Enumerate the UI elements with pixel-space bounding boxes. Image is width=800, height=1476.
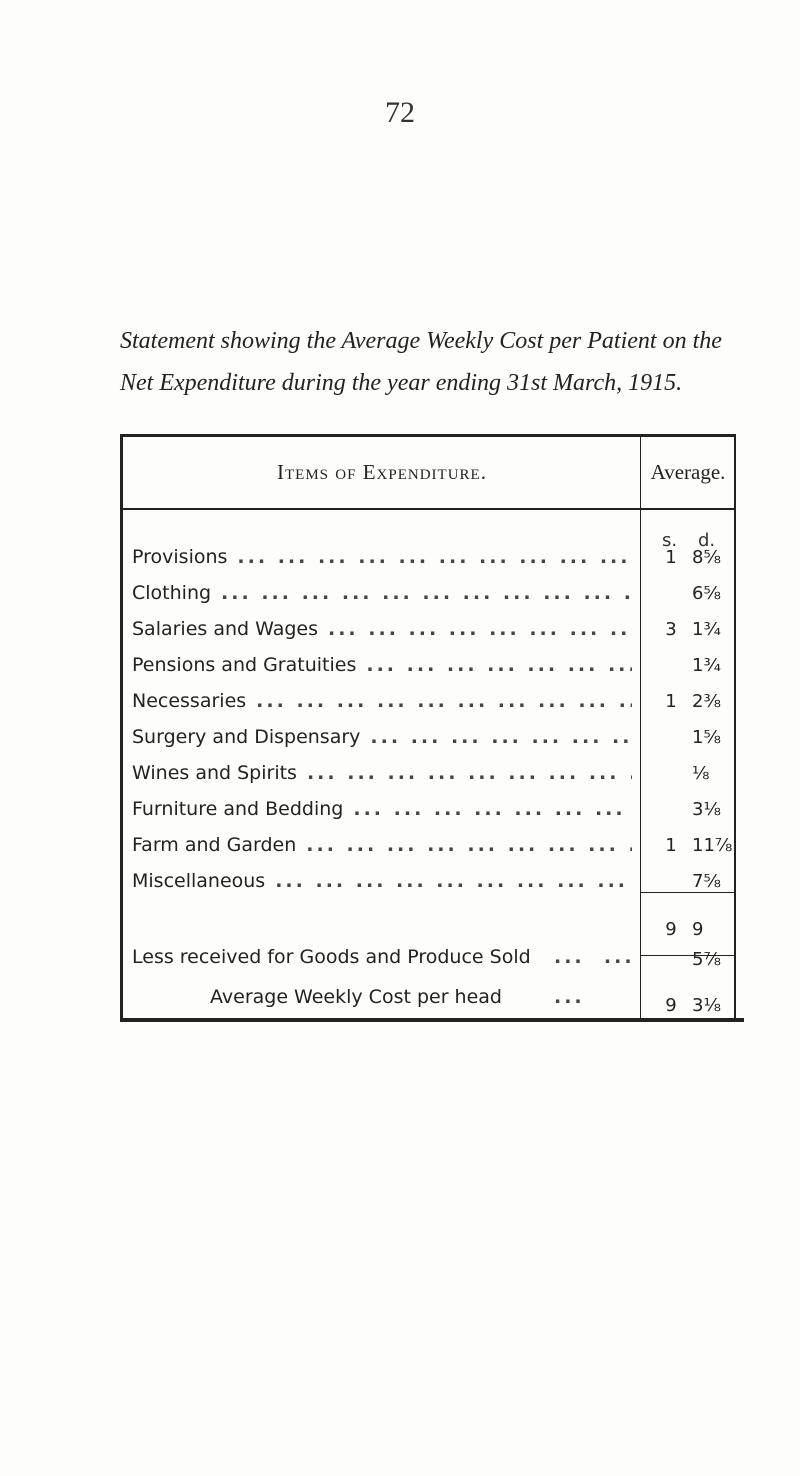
header-rule <box>120 508 736 510</box>
table-top-rule <box>120 434 736 437</box>
row-clothing <box>132 574 632 604</box>
row-pence: 6⅝ <box>692 583 721 604</box>
row-provisions <box>132 538 632 568</box>
row-shillings <box>658 718 684 748</box>
header-items-of-expenditure: Items of Expenditure. <box>277 460 487 484</box>
average-weekly-cost-label: Average Weekly Cost per head <box>210 986 502 1008</box>
row-label: Wines and Spirits <box>132 762 297 784</box>
row-shillings <box>658 862 684 892</box>
leader-dots: ... ... <box>554 946 635 968</box>
row-pence: 3⅛ <box>692 799 721 820</box>
row-shillings: 1 <box>665 547 677 568</box>
row-shillings <box>658 790 684 820</box>
row-pence: 1¾ <box>692 619 721 640</box>
page-number: 72 <box>385 96 415 129</box>
row-shillings <box>658 754 684 784</box>
row-label: Furniture and Bedding <box>132 798 344 820</box>
row-shillings: 3 <box>665 619 677 640</box>
subtotal-pence: 9 <box>692 919 704 940</box>
row-pensions-and-gratuities <box>132 646 632 676</box>
row-label: Provisions <box>132 546 228 568</box>
unit-pence: d. <box>698 530 716 551</box>
row-label: Clothing <box>132 582 212 604</box>
total-shillings: 9 <box>665 995 677 1016</box>
row-shillings: 1 <box>665 835 677 856</box>
expenditure-table <box>120 434 736 1022</box>
row-pence: 11⅞ <box>692 835 733 856</box>
row-label: Pensions and Gratuities <box>132 654 357 676</box>
row-pence: 1¾ <box>692 655 721 676</box>
row-surgery-and-dispensary <box>132 718 632 748</box>
less-pence: 5⅞ <box>692 949 721 970</box>
total-pence: 3⅛ <box>692 995 721 1016</box>
unit-shillings: s. <box>662 530 678 551</box>
less-received-label: Less received for Goods and Produce Sold <box>132 946 531 968</box>
title-line-1: Statement showing the Average Weekly Cost per Patient on the <box>120 328 722 354</box>
row-pence: 2⅜ <box>692 691 721 712</box>
row-label: Surgery and Dispensary <box>132 726 361 748</box>
subtotal-shillings: 9 <box>665 919 677 940</box>
leader-dots <box>360 726 632 748</box>
leader-dots <box>296 834 632 856</box>
row-miscellaneous <box>132 862 632 892</box>
row-label: Necessaries <box>132 690 247 712</box>
leader-dots <box>246 690 632 712</box>
row-pence: ⅛ <box>692 763 710 784</box>
leader-dots <box>343 798 632 820</box>
row-pence: 1⅝ <box>692 727 721 748</box>
row-shillings <box>658 574 684 604</box>
subtotal-rule <box>640 892 736 893</box>
row-necessaries <box>132 682 632 712</box>
row-label: Miscellaneous <box>132 870 266 892</box>
row-furniture-and-bedding <box>132 790 632 820</box>
title-line-2: Net Expenditure during the year ending 31st March, 1915. <box>120 370 683 396</box>
table-left-rule <box>120 434 123 1022</box>
row-shillings <box>658 646 684 676</box>
row-farm-and-garden <box>132 826 632 856</box>
row-label: Farm and Garden <box>132 834 297 856</box>
row-pence: 7⅝ <box>692 871 721 892</box>
header-average: Average. <box>650 460 726 484</box>
statement-title <box>120 320 760 404</box>
table-bottom-rule <box>120 1018 744 1022</box>
row-salaries-and-wages <box>132 610 632 640</box>
leader-dots <box>265 870 632 892</box>
column-divider <box>640 434 641 1022</box>
row-wines-and-spirits <box>132 754 632 784</box>
row-label: Salaries and Wages <box>132 618 318 640</box>
leader-dots: ... <box>554 986 585 1008</box>
leader-dots <box>297 762 632 784</box>
row-pence: 8⅝ <box>692 547 721 568</box>
row-shillings: 1 <box>665 691 677 712</box>
leader-dots <box>227 546 632 568</box>
less-shillings <box>658 940 684 970</box>
leader-dots <box>356 654 632 676</box>
leader-dots <box>318 618 632 640</box>
leader-dots <box>211 582 632 604</box>
